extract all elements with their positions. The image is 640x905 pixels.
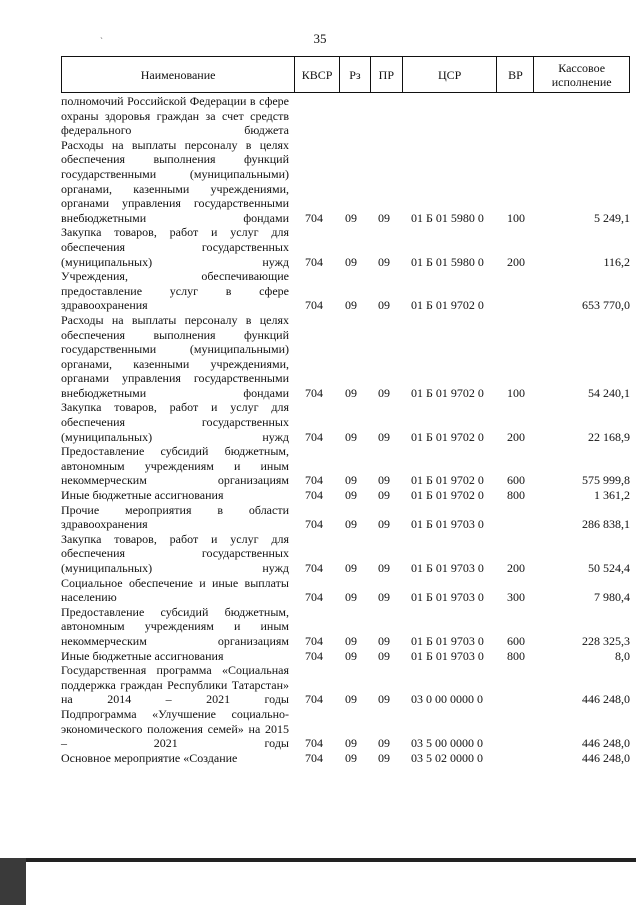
cell-name: Подпрограмма «Улучшение социально-экономического положения семей» на 2015 – 2021 годы (61, 706, 289, 751)
cell-kass: 653 770,0 (582, 298, 630, 313)
cell-kass: 116,2 (603, 254, 630, 269)
header-vr: ВР (497, 57, 534, 92)
cell-rz: 09 (345, 254, 357, 269)
cell-kass: 5 249,1 (594, 210, 630, 225)
cell-vr: 300 (507, 590, 525, 605)
cell-kass: 286 838,1 (582, 517, 630, 532)
cell-rz: 09 (345, 385, 357, 400)
cell-name: Закупка товаров, работ и услуг для обеспечения государственных (муниципальных) нужд (61, 400, 289, 444)
cell-pr: 09 (378, 517, 390, 532)
cell-pr: 09 (378, 590, 390, 605)
cell-kvsr: 704 (305, 254, 323, 269)
cell-pr: 09 (378, 429, 390, 444)
cell-pr: 09 (378, 633, 390, 648)
cell-kass: 1 361,2 (594, 488, 630, 503)
table-body (61, 94, 630, 765)
cell-csr: 01 Б 01 9702 0 (411, 488, 484, 503)
cell-vr: 800 (507, 488, 525, 503)
table-row (61, 707, 630, 751)
cell-name: Закупка товаров, работ и услуг для обеспечения государственных (муниципальных) нужд (61, 531, 289, 575)
table-header (61, 56, 630, 93)
cell-kass: 446 248,0 (582, 692, 630, 707)
cell-kvsr: 704 (305, 561, 323, 575)
cell-rz: 09 (345, 298, 357, 313)
cell-kvsr: 704 (305, 692, 323, 707)
cell-csr: 01 Б 01 9702 0 (411, 473, 484, 488)
cell-kass: 575 999,8 (582, 473, 630, 488)
cell-pr: 09 (378, 692, 390, 707)
cell-pr: 09 (378, 473, 390, 488)
cell-rz: 09 (345, 750, 357, 765)
cell-vr: 100 (507, 210, 525, 225)
cell-kvsr: 704 (305, 429, 323, 444)
table-row (61, 400, 630, 444)
table-row (61, 488, 630, 503)
cell-csr: 03 5 02 0000 0 (411, 750, 483, 765)
cell-rz: 09 (345, 473, 357, 488)
cell-rz: 09 (345, 648, 357, 663)
bottom-rule (26, 858, 636, 862)
cell-rz: 09 (345, 590, 357, 605)
cell-name: Предоставление субсидий бюджетным, автономным учреждениям и иным некоммерческим организациям (61, 604, 289, 648)
cell-pr: 09 (378, 648, 390, 663)
cell-name: Учреждения, обеспечивающие предоставление услуг в сфере здравоохранения (61, 269, 289, 313)
cell-vr: 600 (507, 473, 525, 488)
cell-kvsr: 704 (305, 633, 323, 648)
cell-csr: 01 Б 01 9703 0 (411, 517, 484, 532)
table-row (61, 576, 630, 605)
table-row (61, 605, 630, 649)
cell-name: Социальное обеспечение и иные выплаты населению (61, 575, 289, 605)
cell-kvsr: 704 (305, 488, 323, 503)
cell-pr: 09 (378, 254, 390, 269)
header-pr: ПР (371, 57, 403, 92)
cell-pr: 09 (378, 298, 390, 313)
cell-pr: 09 (378, 488, 390, 503)
cell-name: полномочий Российской Федерации в сфере охраны здоровья граждан за счет средств федерального бюджета (61, 94, 289, 138)
cell-name: Государственная программа «Социальная поддержка граждан Республики Татарстан» на 2014 – 2021 годы (61, 663, 289, 707)
cell-vr: 200 (507, 429, 525, 444)
cell-rz: 09 (345, 561, 357, 575)
scan-speck: ` (100, 36, 103, 46)
cell-name: Расходы на выплаты персоналу в целях обеспечения выполнения функций государственными (муниципальными) органами, казенными учреждениями, органами управления государственными внебюджетными фондами (61, 312, 289, 400)
cell-kass: 54 240,1 (588, 385, 630, 400)
cell-name: Закупка товаров, работ и услуг для обеспечения государственных (муниципальных) нужд (61, 225, 289, 269)
cell-rz: 09 (345, 488, 357, 503)
page-number: 35 (313, 31, 327, 46)
cell-csr: 01 Б 01 9702 0 (411, 385, 484, 400)
table-row (61, 649, 630, 664)
table-row (61, 751, 630, 766)
cell-name: Предоставление субсидий бюджетным, автономным учреждениям и иным некоммерческим организациям (61, 444, 289, 488)
cell-rz: 09 (345, 517, 357, 532)
header-kvsr: КВСР (295, 57, 340, 92)
cell-vr: 600 (507, 633, 525, 648)
cell-kvsr: 704 (305, 648, 323, 663)
header-rz: Рз (340, 57, 371, 92)
cell-csr: 01 Б 01 9703 0 (411, 633, 484, 648)
cell-rz: 09 (345, 736, 357, 751)
table-row (61, 138, 630, 226)
cell-kass: 50 524,4 (588, 561, 630, 575)
cell-csr: 03 5 00 0000 0 (411, 736, 483, 751)
cell-csr: 01 Б 01 9702 0 (411, 429, 484, 444)
cell-kvsr: 704 (305, 210, 323, 225)
header-kass: Кассовое исполнение (551, 60, 612, 89)
table-row (61, 269, 630, 313)
cell-name: Иные бюджетные ассигнования (61, 648, 224, 663)
table-row (61, 503, 630, 532)
cell-kvsr: 704 (305, 517, 323, 532)
cell-csr: 01 Б 01 9703 0 (411, 590, 484, 605)
cell-kvsr: 704 (305, 736, 323, 751)
cell-rz: 09 (345, 633, 357, 648)
cell-kvsr: 704 (305, 750, 323, 765)
table-row (61, 663, 630, 707)
cell-rz: 09 (345, 692, 357, 707)
cell-csr: 01 Б 01 9703 0 (411, 648, 484, 663)
cell-pr: 09 (378, 210, 390, 225)
header-csr: ЦСР (403, 57, 498, 92)
cell-kass: 7 980,4 (594, 590, 630, 605)
cell-kvsr: 704 (305, 385, 323, 400)
cell-vr: 200 (507, 254, 525, 269)
cell-pr: 09 (378, 385, 390, 400)
cell-kass: 8,0 (615, 648, 630, 663)
table-row (61, 225, 630, 269)
cell-pr: 09 (378, 750, 390, 765)
cell-kass: 22 168,9 (588, 429, 630, 444)
cell-csr: 01 Б 01 5980 0 (411, 254, 484, 269)
table-row (61, 94, 630, 138)
cell-pr: 09 (378, 561, 390, 575)
cell-kass: 446 248,0 (582, 736, 630, 751)
cell-csr: 01 Б 01 9703 0 (411, 561, 484, 575)
table-row (61, 532, 630, 576)
cell-name: Основное мероприятие «Создание (61, 750, 238, 765)
header-name: Наименование (62, 57, 295, 92)
cell-kvsr: 704 (305, 473, 323, 488)
cell-csr: 01 Б 01 5980 0 (411, 210, 484, 225)
cell-name: Расходы на выплаты персоналу в целях обеспечения выполнения функций государственными (муниципальными) органами, казенными учреждениями, органами управления государственными внебюджетными фондами (61, 137, 289, 225)
cell-rz: 09 (345, 429, 357, 444)
cell-kvsr: 704 (305, 590, 323, 605)
cell-pr: 09 (378, 736, 390, 751)
cell-vr: 800 (507, 648, 525, 663)
table-row (61, 313, 630, 401)
cell-rz: 09 (345, 210, 357, 225)
cell-kass: 446 248,0 (582, 750, 630, 765)
scan-edge-shadow (0, 858, 26, 905)
cell-vr: 200 (507, 561, 525, 575)
cell-csr: 03 0 00 0000 0 (411, 692, 483, 707)
table-row (61, 444, 630, 488)
cell-csr: 01 Б 01 9702 0 (411, 298, 484, 313)
cell-name: Иные бюджетные ассигнования (61, 488, 224, 503)
cell-kass: 228 325,3 (582, 633, 630, 648)
cell-vr: 100 (507, 385, 525, 400)
cell-name: Прочие мероприятия в области здравоохранения (61, 502, 289, 532)
cell-kvsr: 704 (305, 298, 323, 313)
